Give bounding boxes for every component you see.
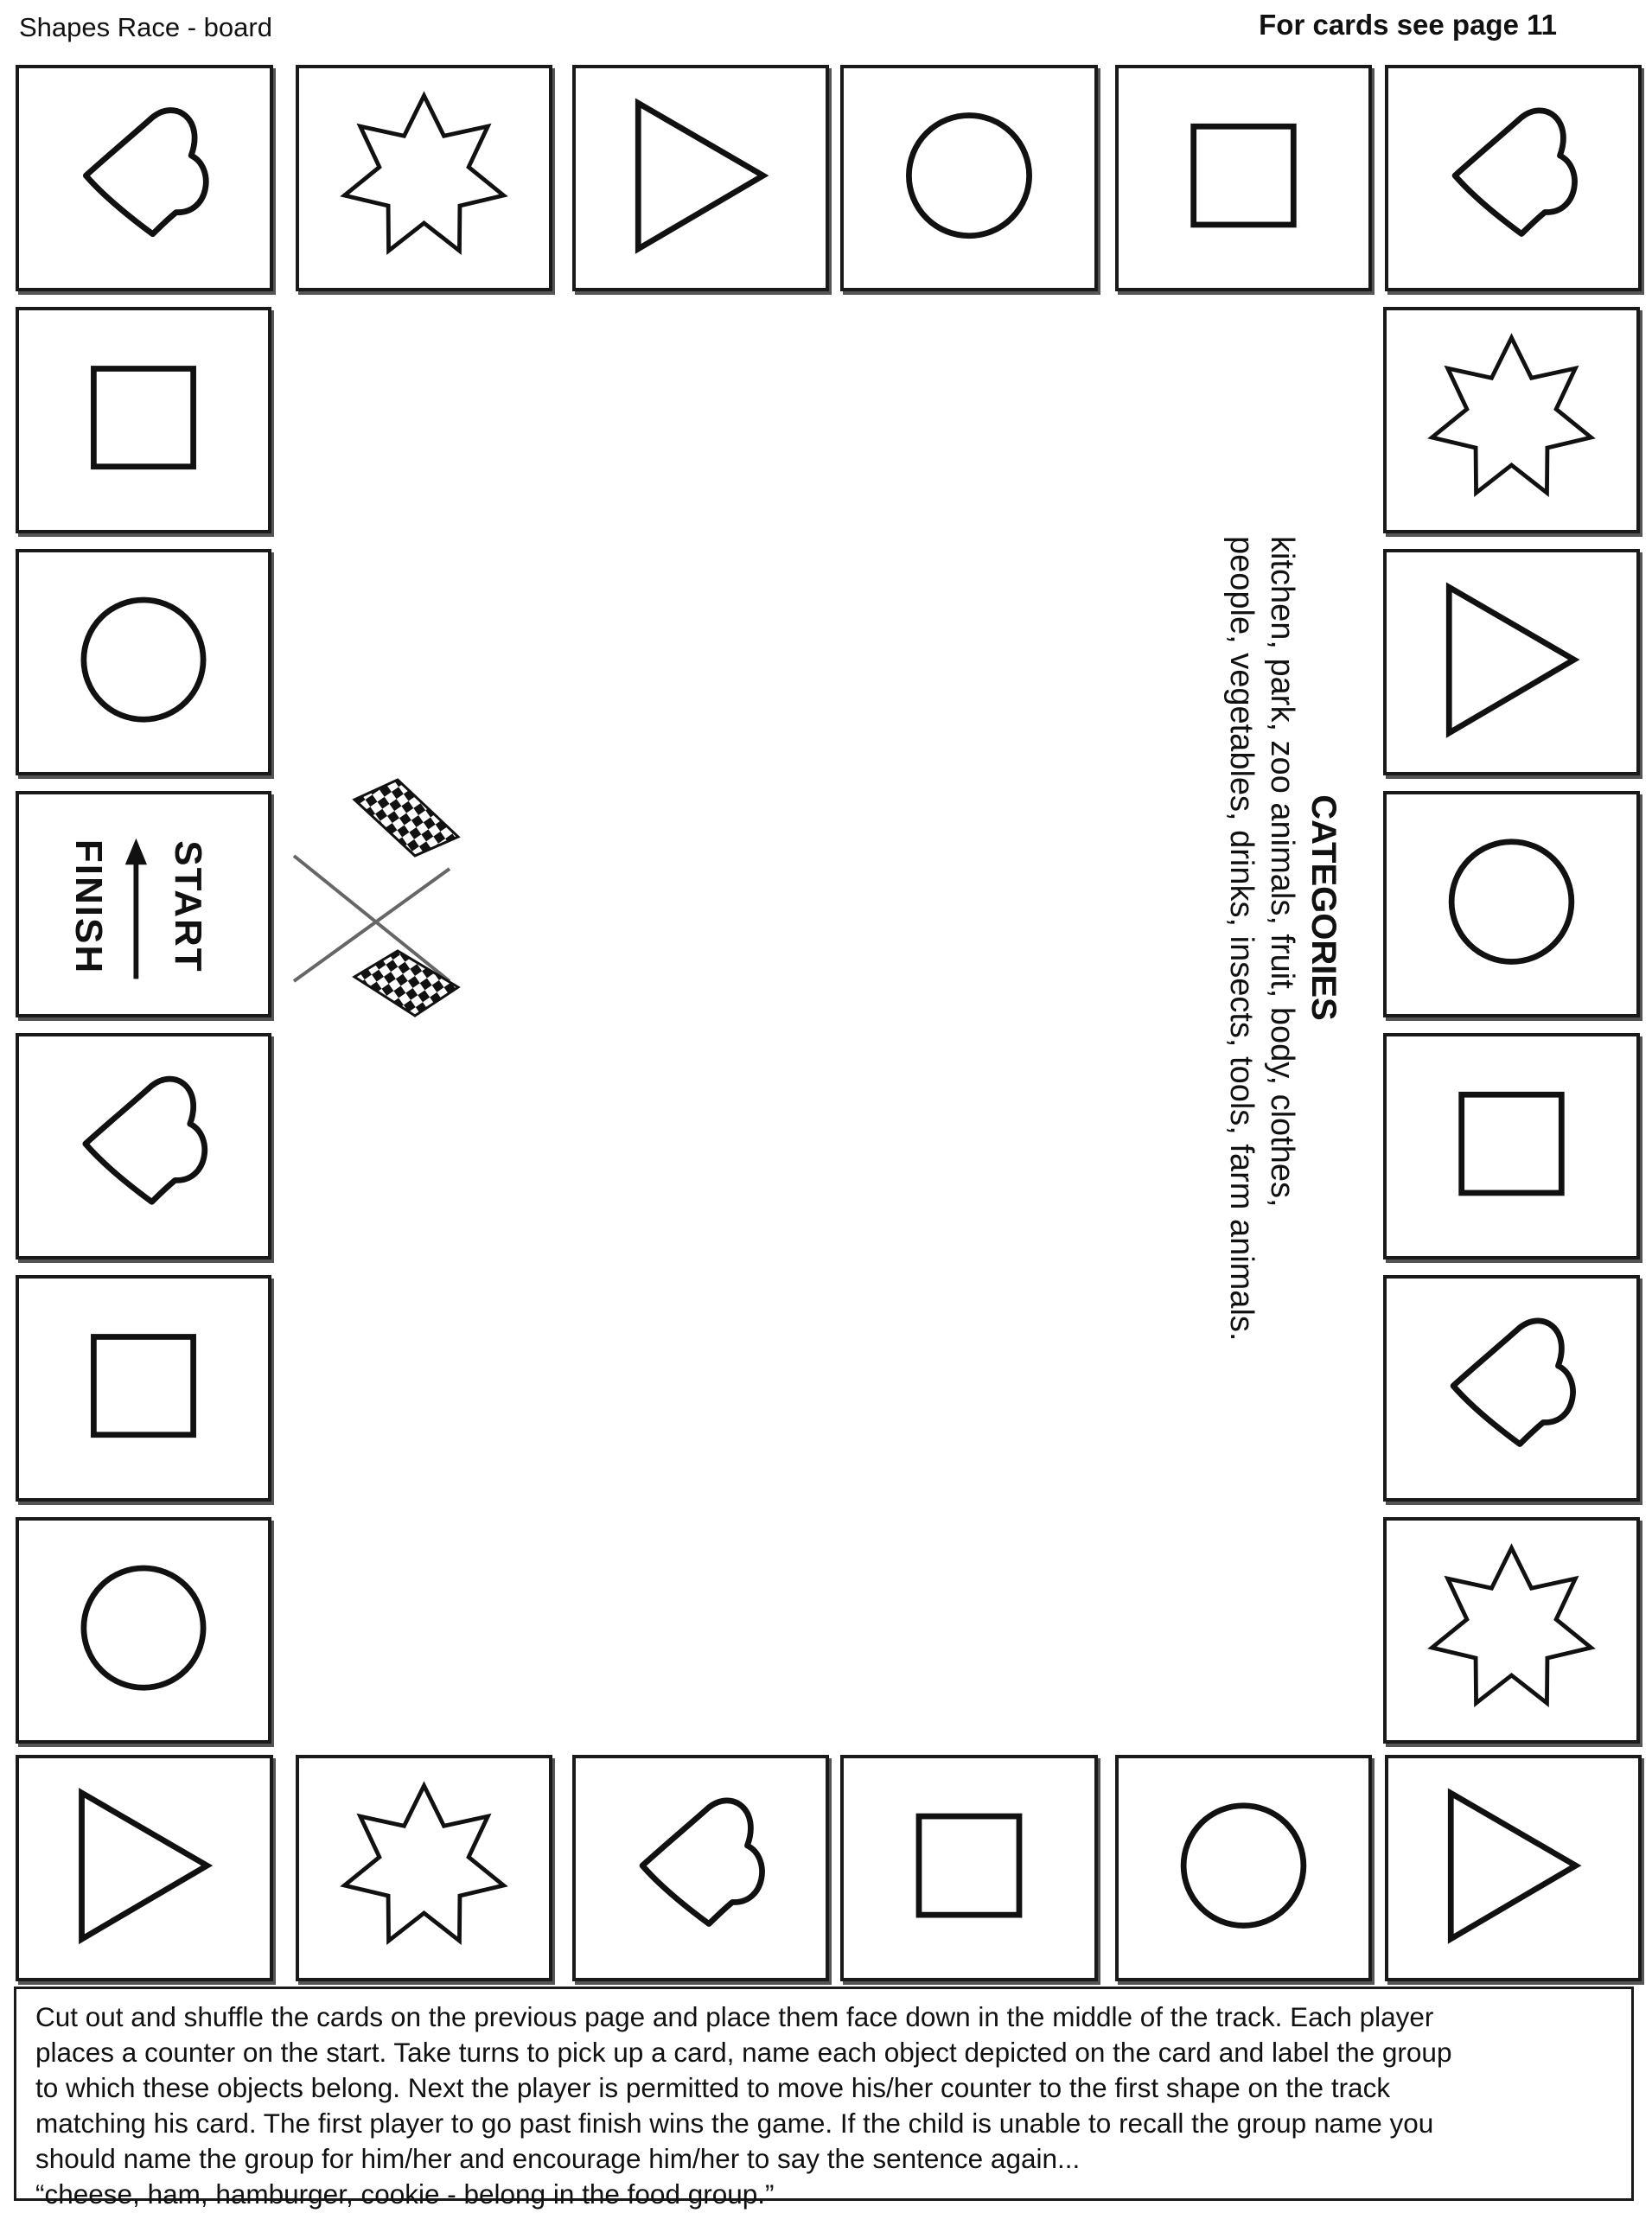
circle-icon xyxy=(1387,794,1636,1014)
circle-icon xyxy=(19,552,268,772)
instructions-line: matching his card. The first player to go past finish wins the game. If the child is unable to recall the group name you xyxy=(35,2108,1434,2139)
board-space xyxy=(1115,1755,1372,1981)
board-space xyxy=(16,1755,273,1981)
arrow-up-icon xyxy=(19,794,268,1014)
header-right-note: For cards see page 11 xyxy=(1259,9,1557,41)
board-space xyxy=(296,1755,552,1981)
board-space xyxy=(1383,791,1640,1017)
instructions-line: to which these objects belong. Next the player is permitted to move his/her counter to the first shape on the track xyxy=(35,2072,1391,2103)
heart-icon xyxy=(1387,1279,1636,1498)
circle-icon xyxy=(1119,1758,1368,1978)
board-space xyxy=(16,1033,271,1260)
start-label: START xyxy=(167,840,210,973)
square-icon xyxy=(1387,1036,1636,1256)
triangle-icon xyxy=(1387,552,1636,772)
board-space xyxy=(16,1517,271,1744)
board-space xyxy=(840,65,1098,291)
star-icon xyxy=(299,1758,549,1978)
instructions-line: Cut out and shuffle the cards on the previous page and place them face down in the middle of the track. Each player xyxy=(35,2001,1434,2032)
board-space xyxy=(16,65,273,291)
board-space xyxy=(296,65,552,291)
categories-line-2: people, vegetables, drinks, insects, tools, farm animals. xyxy=(1223,536,1260,1342)
board-space xyxy=(1383,1275,1640,1502)
board-space xyxy=(1383,1517,1640,1744)
instructions-line: places a counter on the start. Take turns to pick up a card, name each object depicted on the card and label the group xyxy=(35,2037,1452,2068)
board-space xyxy=(16,307,271,533)
star-icon xyxy=(1387,1521,1636,1740)
circle-icon xyxy=(844,68,1094,288)
start-finish-space xyxy=(16,791,271,1017)
board-space xyxy=(1383,1033,1640,1260)
instructions-line: “cheese, ham, hamburger, cookie - belong in the food group.” xyxy=(35,2178,775,2210)
instructions-line: should name the group for him/her and encourage him/her to say the sentence again... xyxy=(35,2143,1081,2174)
board-space xyxy=(1385,1755,1642,1981)
triangle-icon xyxy=(576,68,826,288)
triangle-icon xyxy=(19,1758,270,1978)
heart-icon xyxy=(19,68,270,288)
square-icon xyxy=(844,1758,1094,1978)
board-space xyxy=(572,65,829,291)
board-space xyxy=(16,549,271,775)
instructions-box xyxy=(14,1987,1634,2210)
star-icon xyxy=(1387,310,1636,530)
heart-icon xyxy=(576,1758,826,1978)
board-space xyxy=(1115,65,1372,291)
square-icon xyxy=(19,1279,268,1498)
finish-label: FINISH xyxy=(67,839,110,975)
heart-icon xyxy=(19,1036,268,1256)
square-icon xyxy=(19,310,268,530)
heart-icon xyxy=(1388,68,1638,288)
categories-block xyxy=(1178,536,1343,1342)
board-space xyxy=(1383,307,1640,533)
square-icon xyxy=(1119,68,1368,288)
checkered-flags-icon xyxy=(285,761,475,1055)
header-left-title: Shapes Race - board xyxy=(19,12,272,42)
triangle-icon xyxy=(1388,1758,1638,1978)
categories-title: CATEGORIES xyxy=(1304,794,1343,1021)
board-space xyxy=(1383,549,1640,775)
board-space xyxy=(840,1755,1098,1981)
board-space xyxy=(16,1275,271,1502)
board-space xyxy=(1385,65,1642,291)
categories-line-1: kitchen, park, zoo animals, fruit, body, clothes, xyxy=(1264,536,1300,1208)
circle-icon xyxy=(19,1521,268,1740)
star-icon xyxy=(299,68,549,288)
board-space xyxy=(572,1755,829,1981)
